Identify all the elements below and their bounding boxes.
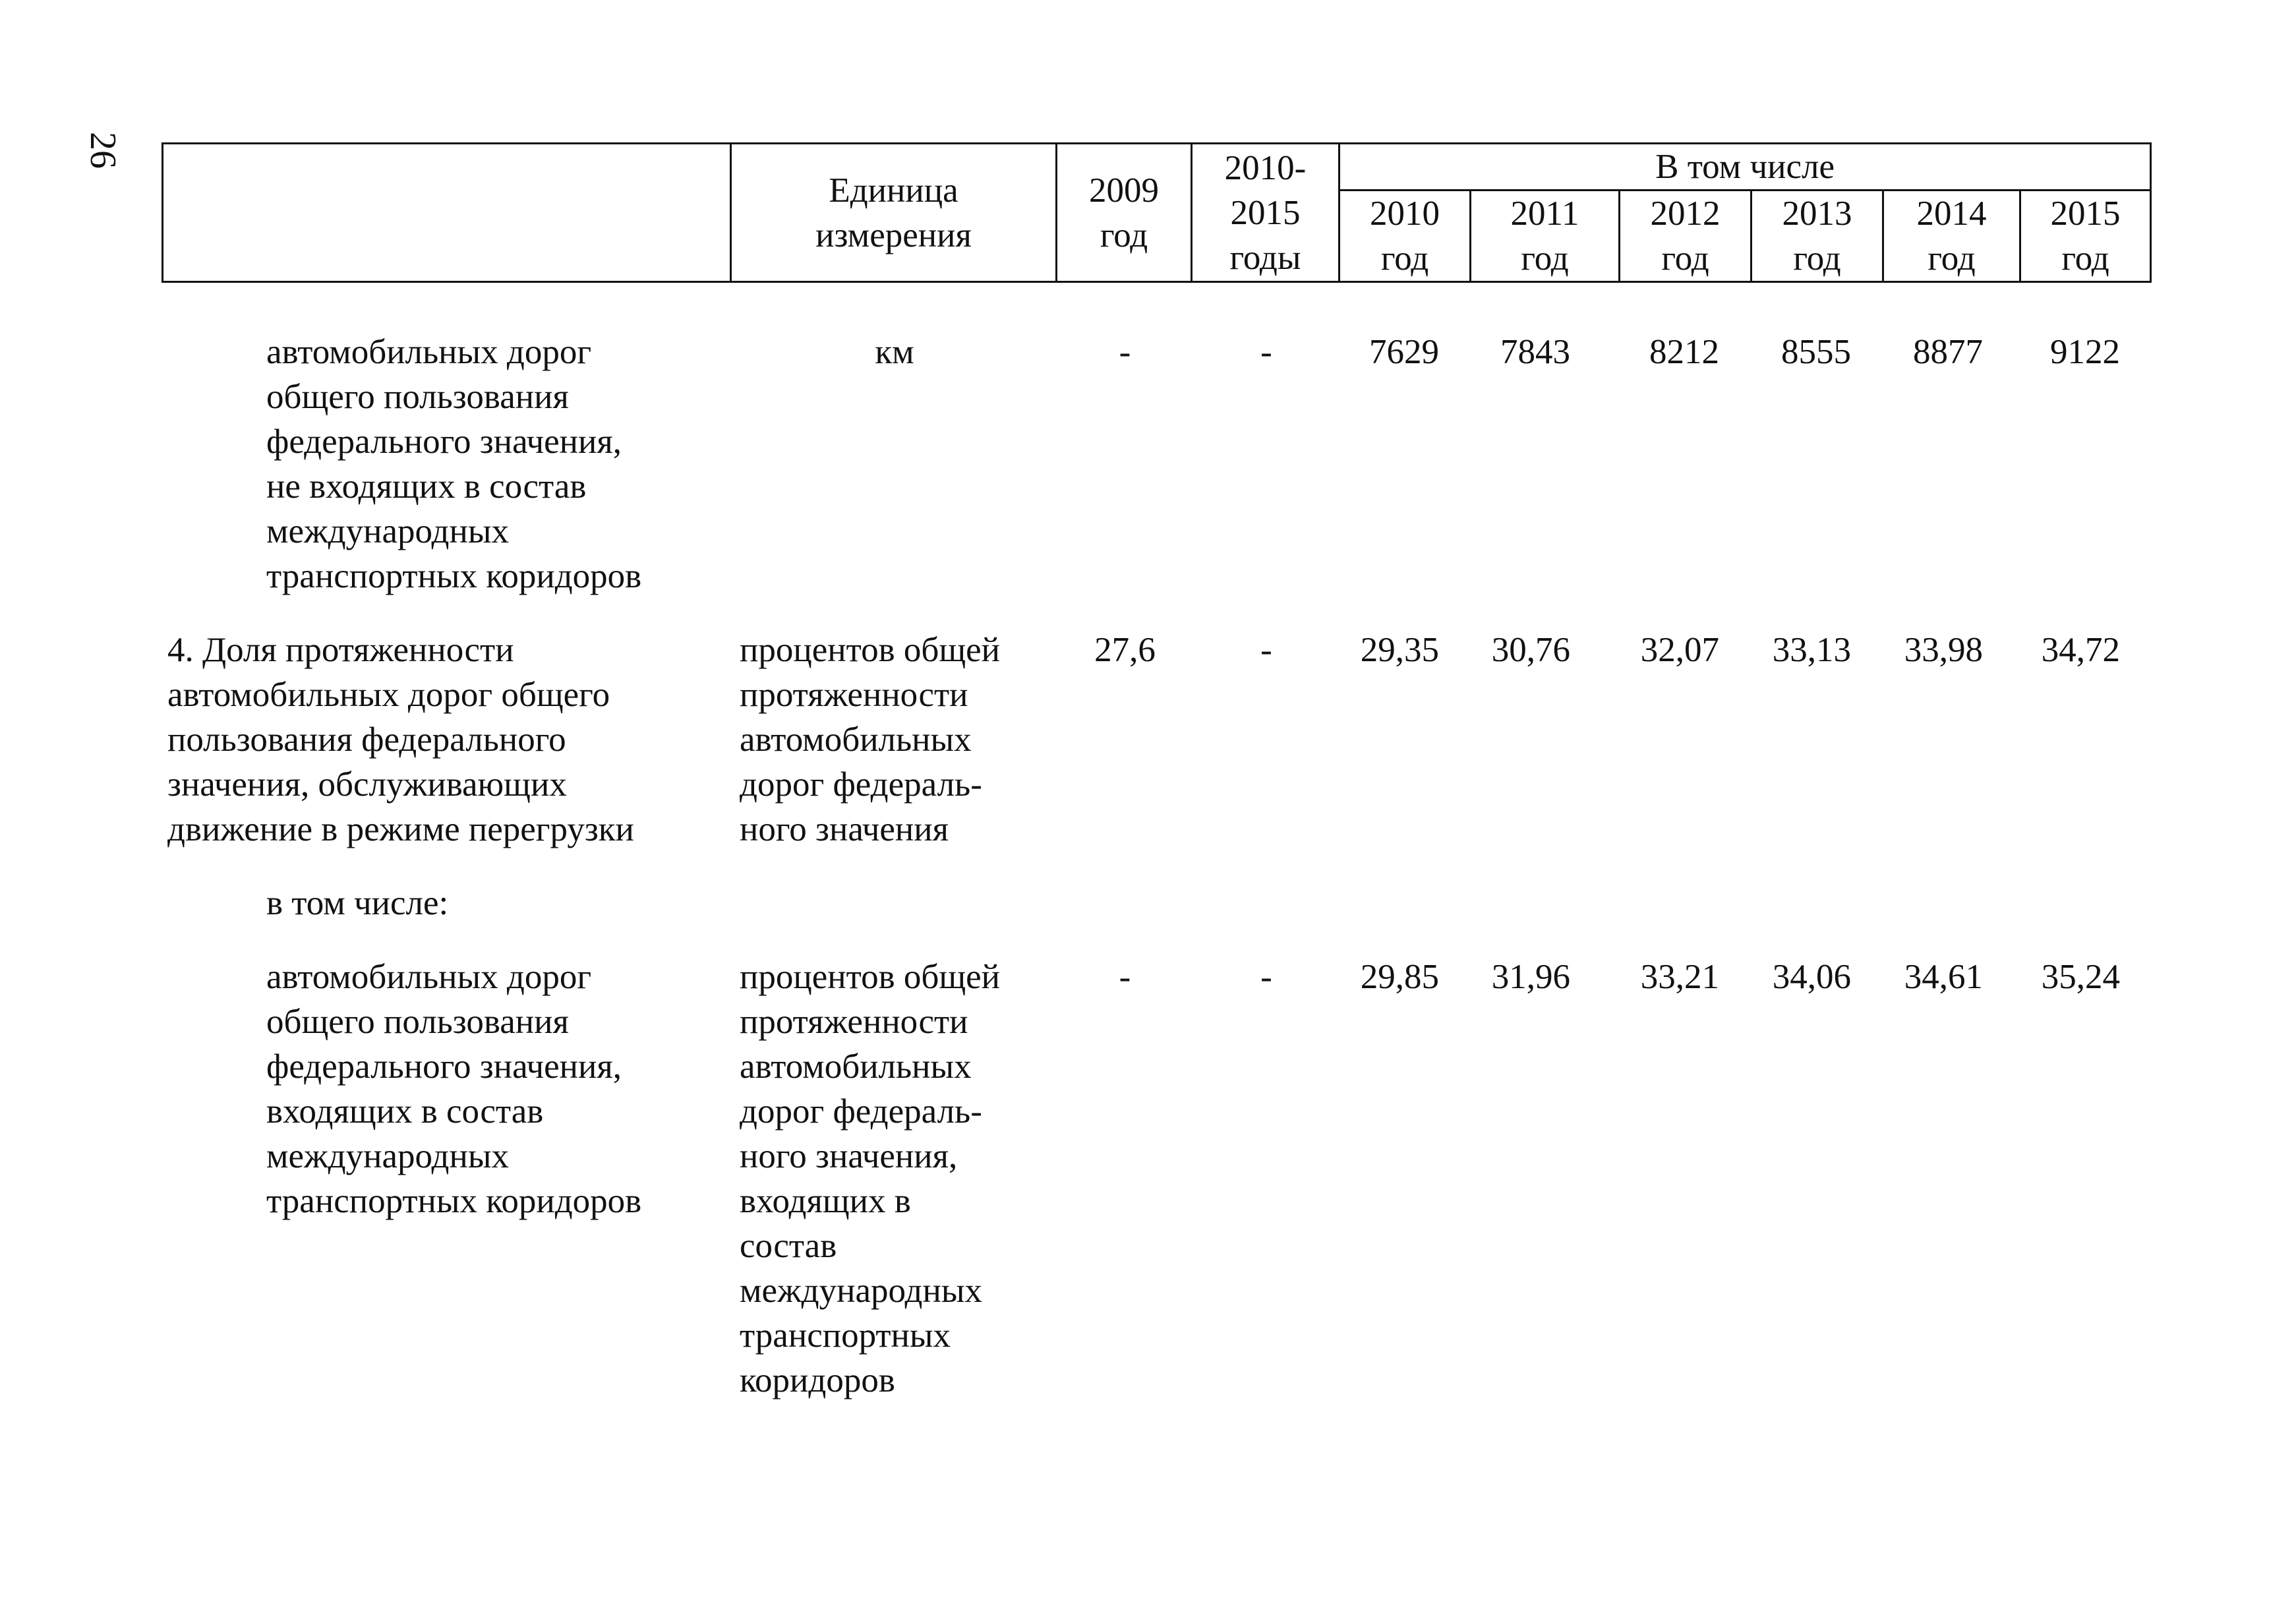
row-unit: км: [875, 333, 914, 371]
header-year-2015: [2020, 191, 2151, 282]
header-year-2013: [1751, 191, 1883, 282]
row-unit-line: транспортных: [740, 1316, 951, 1355]
header-year-value: 2012: [1650, 194, 1721, 233]
row-value-2010: 7629: [1369, 333, 1439, 371]
header-period-line: 2010-: [1224, 148, 1307, 187]
header-year-2011: [1471, 191, 1620, 282]
row-value-2015: 35,24: [2041, 958, 2120, 996]
row-unit-line: дорог федераль-: [740, 1092, 982, 1131]
row-value-2012: 8212: [1649, 333, 1719, 371]
header-period: [1192, 144, 1339, 282]
row-name-line: транспортных коридоров: [266, 557, 642, 595]
row-name-line: автомобильных дорог общего: [167, 676, 610, 714]
row-name-line: пользования федерального: [167, 721, 566, 759]
header-2009-label: год: [1100, 216, 1148, 254]
header-year-value: 2013: [1782, 194, 1852, 233]
row-value-2015: 34,72: [2041, 631, 2120, 669]
row-unit-line: входящих в: [740, 1182, 911, 1220]
row-value-2014: 33,98: [1904, 631, 1983, 669]
row-name-line: 4. Доля протяженности: [167, 631, 514, 669]
row-unit-line: автомобильных: [740, 1047, 972, 1086]
header-year-2010: [1339, 191, 1471, 282]
header-period-line: годы: [1229, 238, 1301, 277]
row-name-line: движение в режиме перегрузки: [167, 810, 634, 848]
header-year-label: год: [1521, 239, 1569, 278]
row-period-value: -: [1260, 958, 1272, 996]
row-unit-line: международных: [740, 1272, 982, 1310]
row-name-line: автомобильных дорог: [266, 958, 592, 996]
row-unit-line: дорог федераль-: [740, 765, 982, 804]
row-value-2011: 31,96: [1491, 958, 1570, 996]
row-2009-value: 27,6: [1094, 631, 1156, 669]
row-period-value: -: [1260, 631, 1272, 669]
row-unit-line: ного значения,: [740, 1137, 958, 1175]
row-unit-line: коридоров: [740, 1361, 895, 1399]
row-value-2012: 32,07: [1640, 631, 1719, 669]
header-blank-cell: [163, 144, 731, 282]
row-name-line: международных: [266, 512, 509, 550]
row-value-2015: 9122: [2050, 333, 2120, 371]
header-year-value: 2010: [1370, 194, 1440, 233]
row-unit-line: протяженности: [740, 676, 968, 714]
row-unit-line: протяженности: [740, 1003, 968, 1041]
row-value-2011: 30,76: [1491, 631, 1570, 669]
header-unit-line: измерения: [815, 216, 972, 254]
row-subheading: в том числе:: [266, 884, 449, 922]
header-including: В том числе: [1339, 144, 2151, 191]
row-2009-value: -: [1119, 333, 1131, 371]
header-2009-year: 2009: [1089, 171, 1159, 210]
row-value-2014: 8877: [1913, 333, 1983, 371]
header-year-label: год: [1661, 239, 1709, 278]
header-period-line: 2015: [1230, 193, 1301, 232]
row-value-2013: 33,13: [1772, 631, 1851, 669]
header-year-label: год: [1793, 239, 1841, 278]
row-name-line: федерального значения,: [266, 1047, 622, 1086]
row-2009-value: -: [1119, 958, 1131, 996]
header-unit: [731, 144, 1057, 282]
row-name-line: общего пользования: [266, 378, 569, 416]
header-year-value: 2014: [1916, 194, 1987, 233]
row-value-2012: 33,21: [1640, 958, 1719, 996]
row-value-2010: 29,85: [1360, 958, 1439, 996]
row-value-2010: 29,35: [1360, 631, 1439, 669]
page-number: 26: [82, 132, 123, 169]
row-value-2014: 34,61: [1904, 958, 1983, 996]
header-year-2014: [1883, 191, 2020, 282]
row-name-line: значения, обслуживающих: [167, 765, 567, 804]
header-unit-line: Единица: [829, 171, 958, 210]
row-value-2011: 7843: [1500, 333, 1570, 371]
header-year-label: год: [1380, 239, 1429, 278]
row-value-2013: 8555: [1781, 333, 1851, 371]
header-year-label: год: [2061, 239, 2109, 278]
row-unit-line: состав: [740, 1227, 837, 1265]
row-unit-line: процентов общей: [740, 958, 1001, 996]
row-name-line: общего пользования: [266, 1003, 569, 1041]
header-year-value: 2011: [1510, 194, 1579, 233]
row-name-line: федерального значения,: [266, 423, 622, 461]
table-header: [162, 142, 2152, 283]
header-year-value: 2015: [2050, 194, 2121, 233]
row-value-2013: 34,06: [1772, 958, 1851, 996]
row-name-line: автомобильных дорог: [266, 333, 592, 371]
row-unit-line: ного значения: [740, 810, 949, 848]
row-name-line: не входящих в состав: [266, 467, 587, 506]
row-name-line: входящих в состав: [266, 1092, 544, 1131]
row-unit-line: автомобильных: [740, 721, 972, 759]
header-2009: [1057, 144, 1192, 282]
row-name-line: транспортных коридоров: [266, 1182, 642, 1220]
header-year-2012: [1620, 191, 1751, 282]
row-unit-line: процентов общей: [740, 631, 1001, 669]
row-period-value: -: [1260, 333, 1272, 371]
row-name-line: международных: [266, 1137, 509, 1175]
header-year-label: год: [1928, 239, 1976, 278]
